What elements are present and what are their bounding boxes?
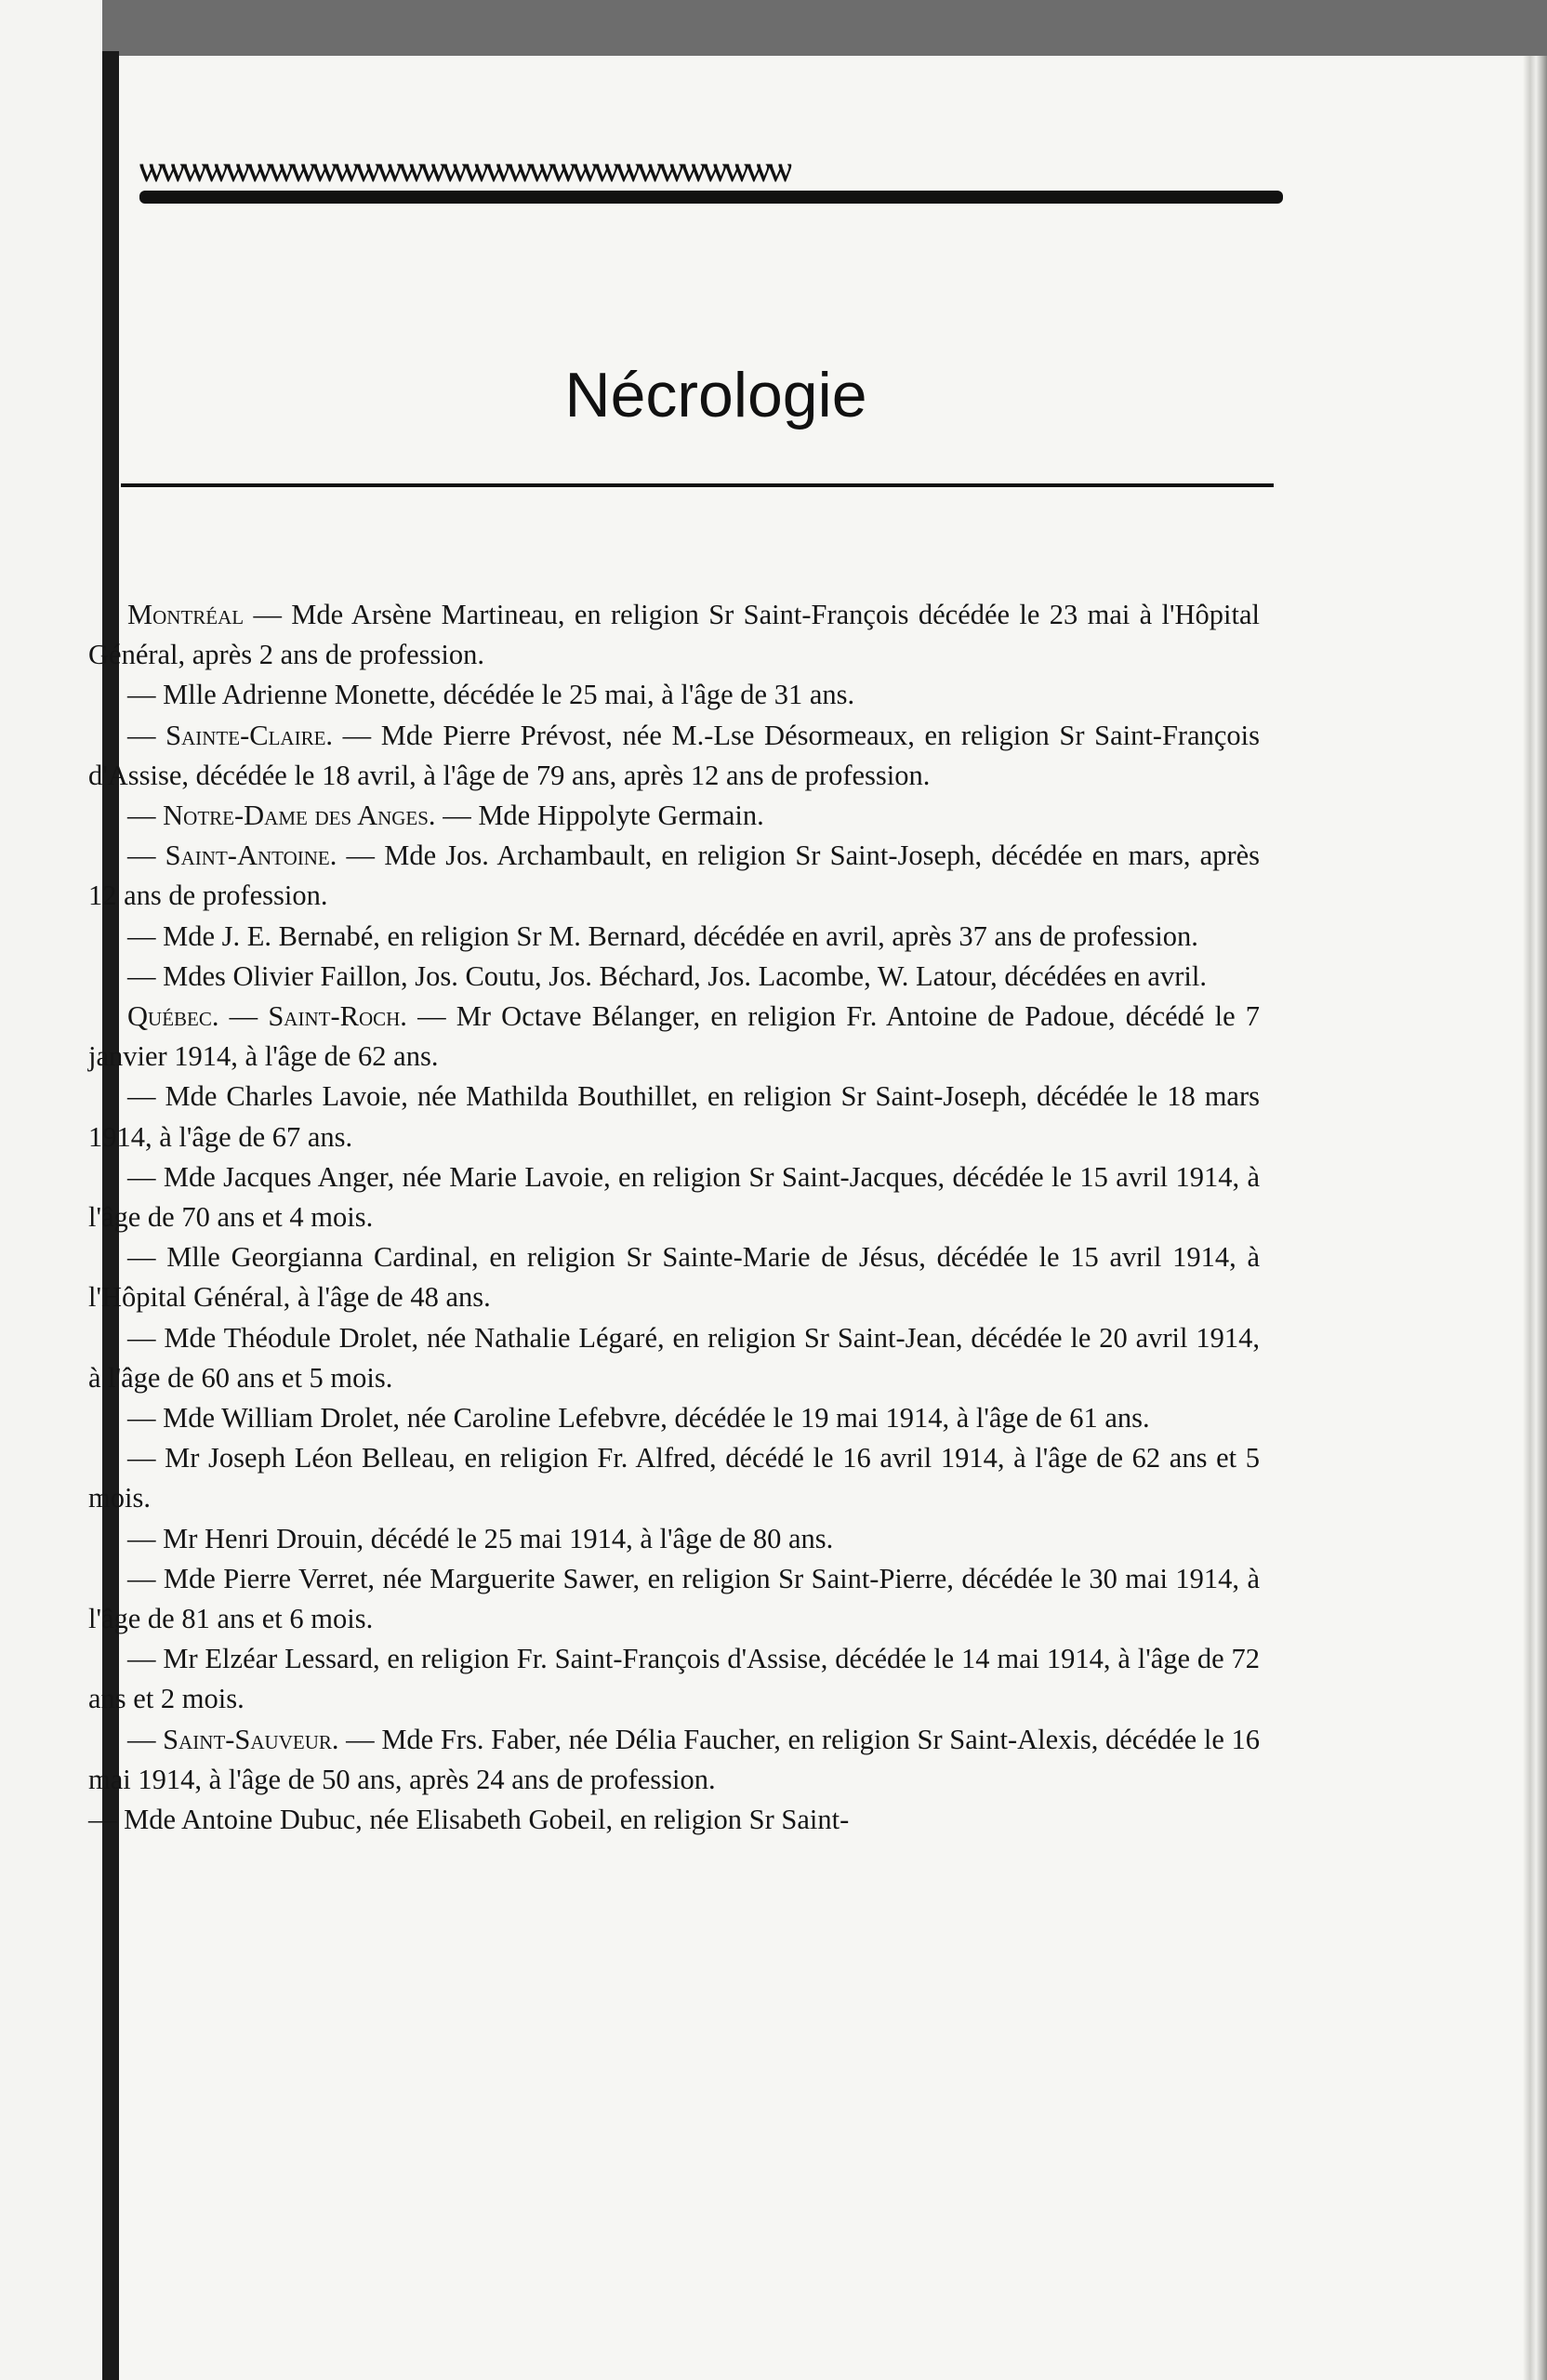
entry-dash: — [127, 1723, 164, 1755]
obituary-entry [88, 1077, 1260, 1157]
entry-parish: Saint-Roch. [268, 1000, 407, 1033]
obituary-entry [88, 957, 1260, 997]
obituary-entry [88, 1720, 1260, 1800]
entry-dash: — [127, 719, 166, 751]
entry-text: — Mr Henri Drouin, décédé le 25 mai 1914, à l'âge de 80 ans. [127, 1522, 834, 1554]
ornament-band: ѡѡѡѡѡѡѡѡѡѡѡѡѡѡѡѡѡѡѡѡѡѡѡѡѡѡѡѡѡѡ [139, 148, 790, 190]
entry-text: Mde Jos. Archambault, en religion Sr Saint-Joseph, décédée en mars, après 12 ans de profession. [88, 840, 1261, 912]
header-rule [139, 191, 1283, 204]
entry-dash: — [435, 800, 479, 832]
entry-place: Notre-Dame des Anges. [163, 800, 436, 832]
entry-dash: — [127, 840, 165, 872]
obituary-entry [88, 836, 1260, 916]
entry-place: Montréal [127, 599, 245, 630]
title-rule [121, 483, 1274, 487]
obituary-list [88, 595, 1260, 1840]
obituary-entry [88, 1157, 1260, 1237]
obituary-entry [88, 716, 1260, 796]
entry-text: — Mde Théodule Drolet, née Nathalie Légaré, en religion Sr Saint-Jean, décédée le 20 avril 1914, à l'âge de 60 ans et 5 mois. [88, 1321, 1260, 1394]
entry-text: — Mde J. E. Bernabé, en religion Sr M. Bernard, décédée en avril, après 37 ans de profession. [127, 919, 1198, 952]
obituary-entry [88, 1318, 1260, 1398]
previous-page-edge [0, 0, 102, 2380]
entry-text: Mde Frs. Faber, née Délia Faucher, en religion Sr Saint-Alexis, décédée le 16 mai 1914, à l'âge de 50 ans, après 24 ans de profession. [88, 1723, 1261, 1795]
entry-dash: — [244, 599, 292, 630]
obituary-entry [88, 675, 1260, 715]
entry-dash: — [218, 1000, 269, 1033]
entry-text: Mr Octave Bélanger, en religion Fr. Antoine de Padoue, décédé le 7 janvier 1914, à l'âge de 62 ans. [88, 1000, 1261, 1073]
entry-text: Mde Hippolyte Germain. [478, 800, 764, 832]
obituary-entry [88, 1639, 1260, 1719]
entry-text: — Mde Antoine Dubuc, née Elisabeth Gobeil, en religion Sr Saint- [88, 1804, 850, 1836]
entry-text: — Mde Charles Lavoie, née Mathilda Bouthillet, en religion Sr Saint-Joseph, décédée le 18 mars 1914, à l'âge de 67 ans. [88, 1080, 1260, 1153]
header-ornament [139, 144, 1292, 191]
entry-dash: — [337, 840, 385, 872]
entry-text: — Mr Joseph Léon Belleau, en religion Fr. Alfred, décédé le 16 avril 1914, à l'âge de 62 ans et 5 mois. [88, 1442, 1260, 1514]
obituary-entry [88, 796, 1260, 836]
obituary-entry [88, 1519, 1260, 1559]
entry-dash: — [338, 1723, 382, 1755]
obituary-entry [88, 1237, 1260, 1317]
entry-text: — Mde Pierre Verret, née Marguerite Sawer, en religion Sr Saint-Pierre, décédée le 30 mai 1914, à l'âge de 81 ans et 6 mois. [88, 1562, 1260, 1635]
obituary-entry [88, 1559, 1260, 1639]
entry-place: Sainte-Claire. [165, 719, 334, 751]
obituary-entry [88, 595, 1260, 675]
entry-place: Saint-Antoine. [165, 840, 337, 872]
entry-text: Mde Pierre Prévost, née M.-Lse Désormeaux, en religion Sr Saint-François d'Assise, décédée le 18 avril, à l'âge de 79 ans, après 12 ans de profession. [88, 719, 1261, 791]
obituary-entry [88, 1800, 1260, 1840]
entry-text: — Mr Elzéar Lessard, en religion Fr. Saint-François d'Assise, décédée le 14 mai 1914, à l'âge de 72 ans et 2 mois. [88, 1643, 1260, 1715]
entry-text: — Mlle Georgianna Cardinal, en religion Sr Sainte-Marie de Jésus, décédée le 15 avril 1914, à l'Hôpital Général, à l'âge de 48 ans. [88, 1241, 1260, 1314]
entry-dash: — [406, 1000, 456, 1033]
entry-place: Saint-Sauveur. [163, 1723, 339, 1755]
obituary-entry [88, 1438, 1260, 1518]
page-stack-edge [1523, 56, 1547, 2380]
entry-text: — Mde William Drolet, née Caroline Lefebvre, décédée le 19 mai 1914, à l'âge de 61 ans. [127, 1402, 1150, 1435]
entry-place: Québec. [127, 1000, 219, 1033]
entry-text: — Mdes Olivier Faillon, Jos. Coutu, Jos. Béchard, Jos. Lacombe, W. Latour, décédées en avril. [127, 959, 1207, 992]
entry-text: — Mlle Adrienne Monette, décédée le 25 mai, à l'âge de 31 ans. [127, 679, 855, 711]
obituary-entry [88, 917, 1260, 957]
obituary-entry [88, 997, 1260, 1077]
entry-dash: — [127, 800, 164, 832]
entry-text: — Mde Jacques Anger, née Marie Lavoie, en religion Sr Saint-Jacques, décédée le 15 avril 1914, à l'âge de 70 ans et 4 mois. [88, 1160, 1260, 1234]
entry-text: Mde Arsène Martineau, en religion Sr Saint-François décédée le 23 mai à l'Hôpital Général, après 2 ans de profession. [88, 599, 1261, 671]
obituary-entry [88, 1398, 1260, 1438]
page-title: Nécrologie [564, 360, 867, 430]
entry-dash: — [333, 719, 381, 751]
